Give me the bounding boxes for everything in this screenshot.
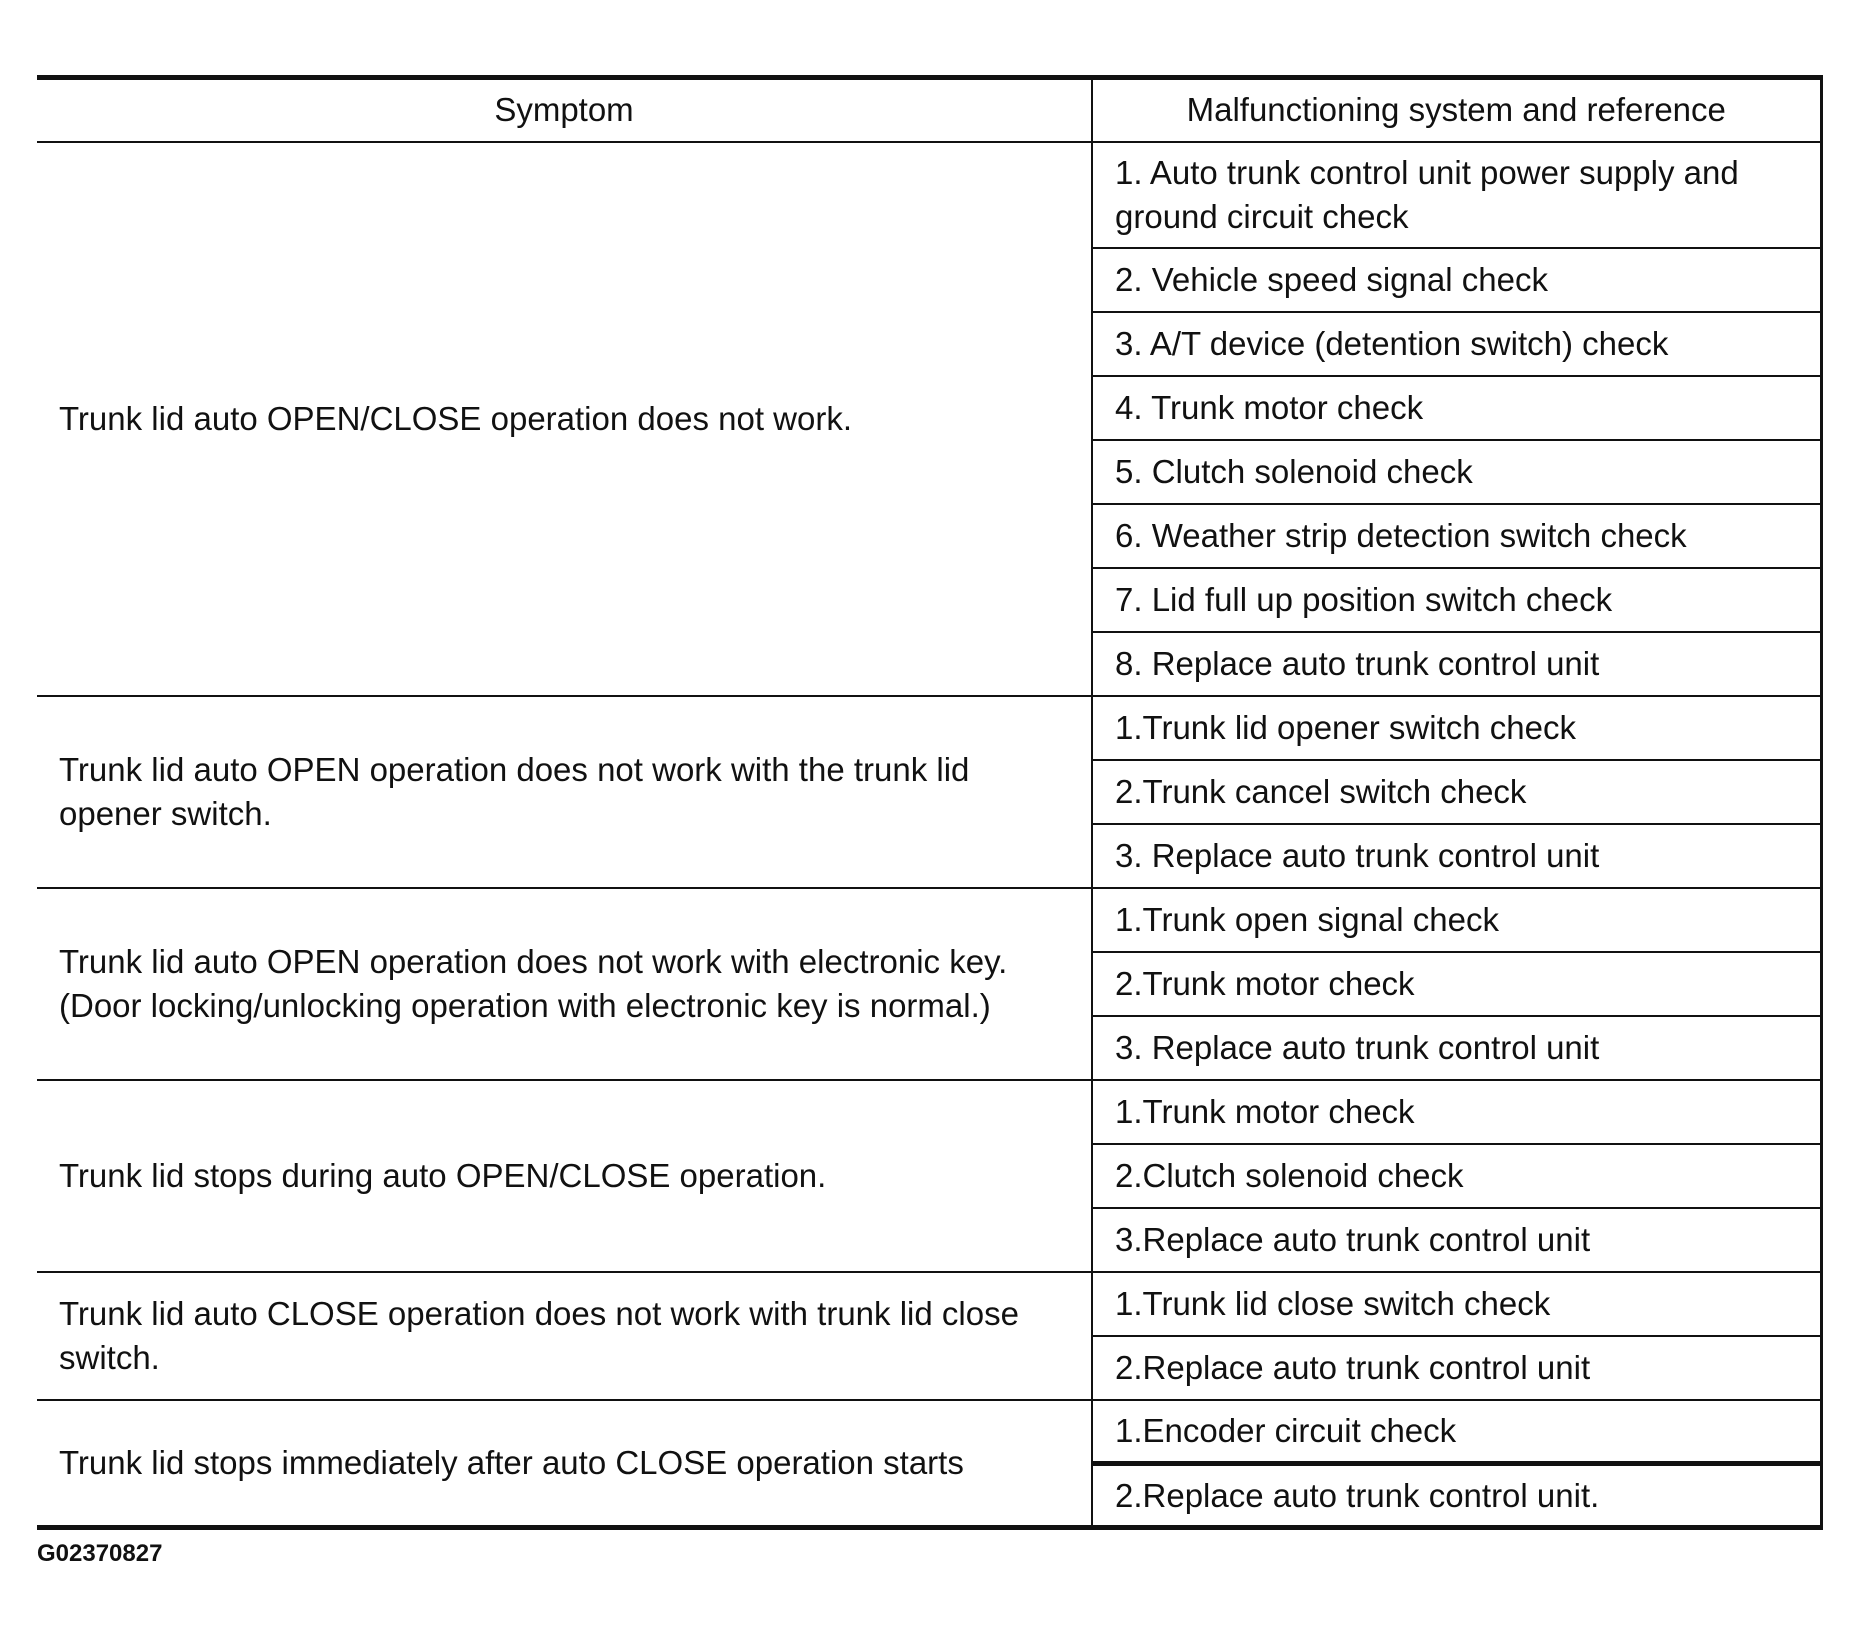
symptom-cell: Trunk lid auto OPEN operation does not work with the trunk lid opener switch. [37, 696, 1092, 888]
symptom-cell: Trunk lid auto CLOSE operation does not work with trunk lid close switch. [37, 1272, 1092, 1400]
reference-cell: 1.Trunk motor check [1092, 1080, 1821, 1144]
header-symptom: Symptom [37, 78, 1092, 142]
reference-cell: 4. Trunk motor check [1092, 376, 1821, 440]
reference-cell: 3. Replace auto trunk control unit [1092, 824, 1821, 888]
reference-cell: 1. Auto trunk control unit power supply and ground circuit check [1092, 142, 1821, 248]
table-header-row [37, 78, 1821, 142]
reference-cell: 3.Replace auto trunk control unit [1092, 1208, 1821, 1272]
header-malfunctioning-system: Malfunctioning system and reference [1092, 78, 1821, 142]
reference-cell: 2.Clutch solenoid check [1092, 1144, 1821, 1208]
reference-cell: 2.Trunk motor check [1092, 952, 1821, 1016]
reference-cell: 1.Encoder circuit check [1092, 1400, 1821, 1464]
symptom-cell: Trunk lid stops immediately after auto CLOSE operation starts [37, 1400, 1092, 1528]
reference-cell: 2.Trunk cancel switch check [1092, 760, 1821, 824]
reference-cell: 7. Lid full up position switch check [1092, 568, 1821, 632]
reference-cell: 1.Trunk open signal check [1092, 888, 1821, 952]
symptom-cell: Trunk lid stops during auto OPEN/CLOSE operation. [37, 1080, 1092, 1272]
diagnosis-table-container [37, 75, 1821, 1530]
reference-cell: 3. Replace auto trunk control unit [1092, 1016, 1821, 1080]
reference-cell: 1.Trunk lid opener switch check [1092, 696, 1821, 760]
figure-id-label: G02370827 [37, 1540, 163, 1567]
reference-cell: 8. Replace auto trunk control unit [1092, 632, 1821, 696]
reference-cell: 2. Vehicle speed signal check [1092, 248, 1821, 312]
table-row [37, 1400, 1821, 1464]
table-row [37, 142, 1821, 248]
reference-cell: 2.Replace auto trunk control unit [1092, 1336, 1821, 1400]
table-row [37, 1272, 1821, 1336]
symptom-diagnosis-table [37, 75, 1823, 1530]
reference-cell: 5. Clutch solenoid check [1092, 440, 1821, 504]
reference-cell: 2.Replace auto trunk control unit. [1092, 1464, 1821, 1528]
table-row [37, 888, 1821, 952]
table-row [37, 696, 1821, 760]
reference-cell: 6. Weather strip detection switch check [1092, 504, 1821, 568]
symptom-cell: Trunk lid auto OPEN operation does not work with electronic key. (Door locking/unlocking operation with electronic key is normal.) [37, 888, 1092, 1080]
reference-cell: 3. A/T device (detention switch) check [1092, 312, 1821, 376]
symptom-cell: Trunk lid auto OPEN/CLOSE operation does not work. [37, 142, 1092, 696]
reference-cell: 1.Trunk lid close switch check [1092, 1272, 1821, 1336]
table-row [37, 1080, 1821, 1144]
